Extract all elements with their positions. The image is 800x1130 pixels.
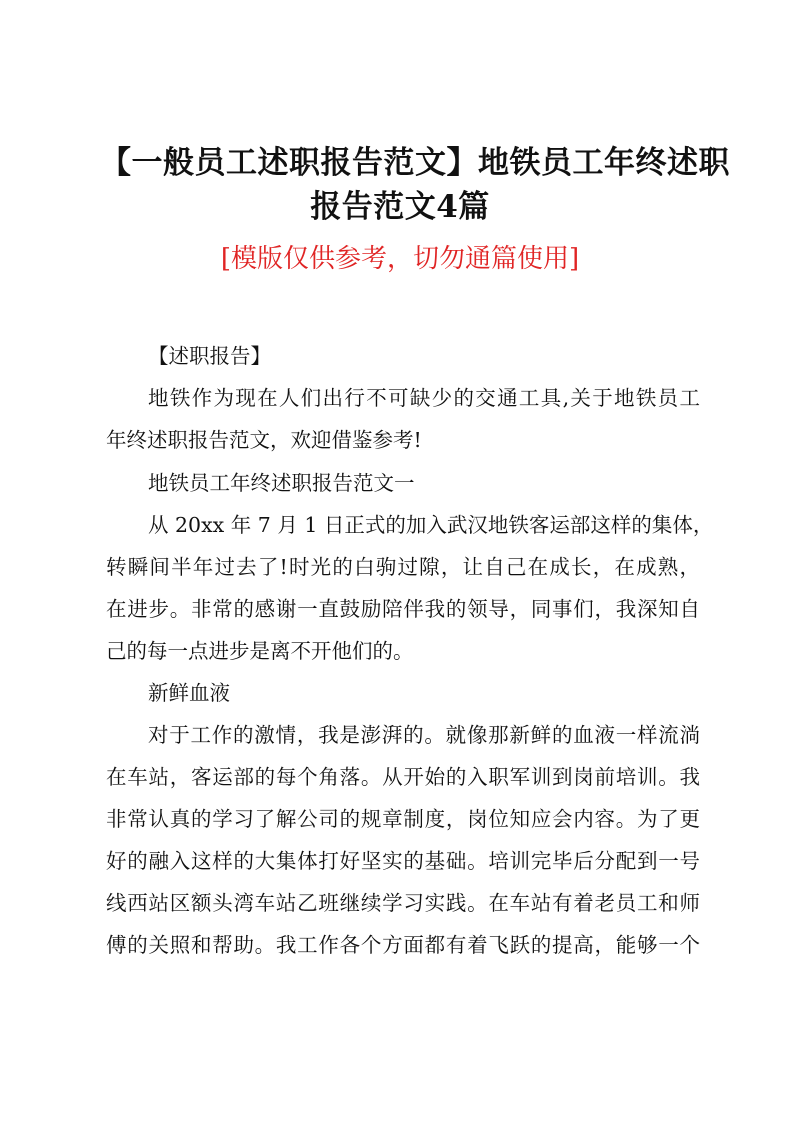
- paragraph-line: 对于工作的激情，我是澎湃的。就像那新鲜的血液一样流淌: [148, 723, 700, 747]
- subheading: 地铁员工年终述职报告范文一: [148, 471, 415, 495]
- paragraph-line: 傅的关照和帮助。我工作各个方面都有着飞跃的提高，能够一个: [106, 933, 700, 957]
- paragraph-line: 从 20xx 年 7 月 1 日正式的加入武汉地铁客运部这样的集体，: [148, 513, 714, 537]
- paragraph-line: 地铁作为现在人们出行不可缺少的交通工具,关于地铁员工: [148, 386, 700, 410]
- section-heading: 【述职报告】: [148, 344, 271, 368]
- subheading: 新鲜血液: [148, 681, 230, 705]
- document-title-line-1: 【一般员工述职报告范文】地铁员工年终述职: [100, 145, 730, 181]
- document-title-line-2: 报告范文4篇: [310, 189, 490, 225]
- paragraph-line: 在进步。非常的感谢一直鼓励陪伴我的领导，同事们，我深知自: [106, 597, 700, 621]
- template-notice: [模版仅供参考，切勿通篇使用]: [220, 244, 580, 274]
- paragraph-line: 线西站区额头湾车站乙班继续学习实践。在车站有着老员工和师: [106, 891, 700, 915]
- paragraph-line: 在车站，客运部的每个角落。从开始的入职军训到岗前培训。我: [106, 765, 700, 789]
- paragraph-line: 己的每一点进步是离不开他们的。: [106, 639, 414, 663]
- paragraph-line: 转瞬间半年过去了!时光的白驹过隙，让自己在成长，在成熟，: [106, 555, 700, 579]
- paragraph-line: 非常认真的学习了解公司的规章制度，岗位知应会内容。为了更: [106, 807, 700, 831]
- paragraph-line: 好的融入这样的大集体打好坚实的基础。培训完毕后分配到一号: [106, 849, 700, 873]
- paragraph-line: 年终述职报告范文，欢迎借鉴参考!: [106, 428, 422, 452]
